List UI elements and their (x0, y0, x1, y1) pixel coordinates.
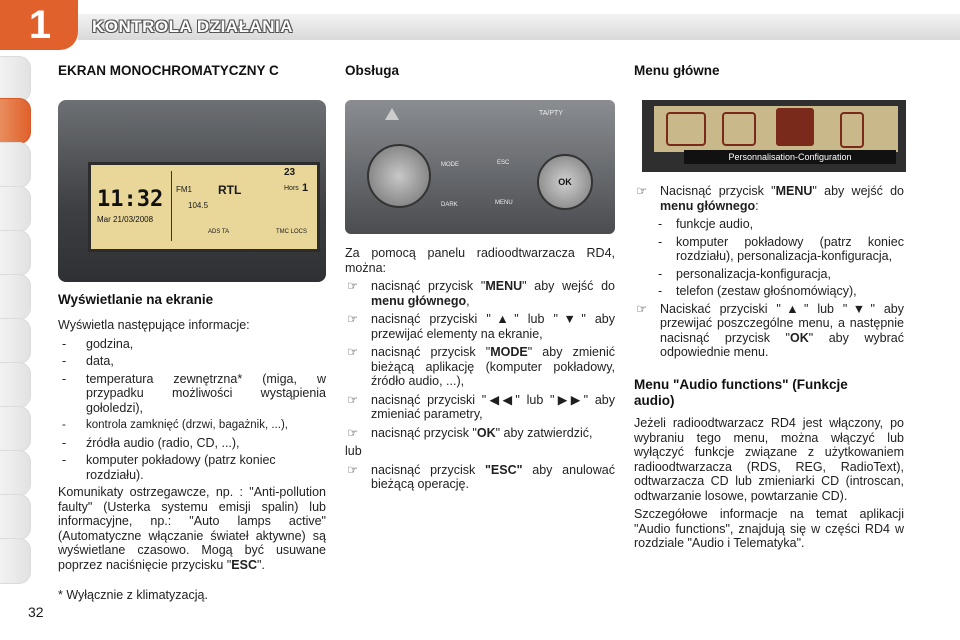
screen-info-block (58, 318, 326, 576)
side-tab-active (0, 98, 31, 144)
audio-paragraph: Jeżeli radioodtwarzacz RD4 jest włączony, po wybraniu tego menu, można włączyć lub wyłączyć funkcje związane z użytkowaniem radioodtwarzacza (RDS, REG, RadioText), odtwarzacza CD lub zmieniarki CD (introscan, odtwarzanie losowe, powtarzanie CD). (634, 416, 904, 503)
pointer-icon: ☞ (347, 392, 359, 407)
sub-list-item: - telefon (zestaw głośnomówiący), (658, 284, 857, 298)
menu-label: MENU (495, 200, 513, 206)
lcd-station: RTL (218, 183, 242, 197)
sub-list-item: - komputer pokładowy (patrz koniec rozdziału), personalizacja-konfiguracja, (658, 234, 904, 263)
hazard-icon (385, 108, 399, 120)
side-tab (0, 186, 31, 232)
lcd-frequency: 104.5 (188, 201, 209, 210)
list-item: ☞ nacisnąć przyciski "◀◀" lub "▶▶" aby zmieniać parametry, (347, 392, 616, 421)
phone-icon (840, 112, 864, 148)
side-tab (0, 406, 31, 452)
section-heading-display: EKRAN MONOCHROMATYCZNY C (58, 63, 279, 78)
arrow-up-icon: ▲ (490, 312, 515, 326)
side-tab (0, 274, 31, 320)
dark-label: DARK (441, 202, 458, 208)
lcd-audio-area (171, 167, 314, 241)
lcd-band: FM1 (176, 185, 192, 194)
lcd-ads: ADS TA (208, 229, 230, 235)
arrow-down-icon: ▼ (847, 301, 871, 316)
list-item: - data, (62, 354, 114, 368)
esc-label: ESC (497, 160, 510, 166)
footnote: * Wyłącznie z klimatyzacją. (58, 588, 208, 602)
list-item: ☞ nacisnąć przyciski "▲" lub "▼" aby przewijać elementy na ekranie, (347, 312, 616, 341)
ta-label: TA/PTY (539, 110, 563, 117)
list-item: - godzina, (62, 336, 134, 351)
section-heading-screen: Wyświetlanie na ekranie (58, 292, 214, 307)
lcd-preset: Hors (284, 185, 299, 192)
page-title: KONTROLA DZIAŁANIA (92, 17, 294, 36)
ok-label: OK (558, 177, 572, 187)
list-item: - temperatura zewnętrzna* (miga, w przypadku możliwości wystąpienia gołoledzi), (62, 371, 326, 415)
lcd-tmc: TMC LOCS (276, 229, 308, 235)
lcd-display (88, 162, 320, 252)
menu-bar: Personnalisation-Configuration (684, 150, 896, 164)
mode-label: MODE (441, 162, 459, 168)
list-item: ☞ Naciskać przyciski "▲" lub "▼" aby przewijać poszczególne menu, a następnie nacisnąć przycisk "OK" aby wybrać odpowiednie menu. (636, 301, 904, 359)
section-heading-main-menu: Menu główne (634, 63, 720, 78)
list-item: - źródła audio (radio, CD, ...), (62, 435, 240, 450)
list-item: - kontrola zamknięć (drzwi, bagażnik, ...), (62, 419, 288, 431)
control-panel-photo (345, 100, 615, 234)
chapter-number: 1 (28, 3, 52, 47)
side-tab (0, 538, 31, 584)
rewind-icon: ◀◀ (486, 392, 516, 407)
section-heading-audio: Menu "Audio functions" (Funkcje audio) (634, 377, 848, 408)
navigation-pad (537, 154, 593, 210)
list-item: ☞ nacisnąć przycisk "ESC" aby anulować bieżącą operację. (347, 462, 615, 491)
list-item: ☞ nacisnąć przycisk "MODE" aby zmienić bieżącą aplikację (komputer pokładowy, źródło audio, ...), (347, 345, 615, 388)
or-text: lub (345, 444, 362, 458)
section-heading-controls: Obsługa (345, 63, 400, 78)
side-tab (0, 450, 31, 496)
list-item: ☞ Nacisnąć przycisk "MENU" aby wejść do menu głównego: (636, 184, 905, 213)
side-tab (0, 318, 31, 364)
trip-computer-icon (722, 112, 756, 146)
pointer-icon: ☞ (636, 301, 648, 316)
side-tab (0, 362, 31, 408)
pointer-icon: ☞ (347, 312, 359, 326)
pointer-icon: ☞ (347, 462, 359, 477)
intro-text: Wyświetla następujące informacje: (58, 318, 250, 332)
sub-list-item: - funkcje audio, (658, 217, 754, 231)
page-number: 32 (28, 604, 44, 620)
pointer-icon: ☞ (347, 345, 359, 359)
lcd-time: 11:32 (97, 187, 164, 212)
settings-icon (776, 108, 814, 146)
arrow-up-icon: ▲ (780, 301, 805, 316)
main-menu-block (634, 184, 904, 364)
lcd-preset-num: 1 (302, 182, 309, 194)
forward-icon: ▶▶ (554, 392, 584, 407)
side-tab (0, 230, 31, 276)
side-tab (0, 142, 31, 188)
controls-intro: Za pomocą panelu radioodtwarzacza RD4, można: (345, 246, 615, 275)
lcd-date: Mar 21/03/2008 (97, 215, 154, 224)
pointer-icon: ☞ (636, 184, 648, 198)
audio-functions-icon (666, 112, 706, 146)
side-tab (0, 494, 31, 540)
list-item: ☞ nacisnąć przycisk "MENU" aby wejść do menu głównego, (347, 279, 616, 308)
volume-knob (367, 144, 431, 208)
list-item: - komputer pokładowy (patrz koniec rozdziału). (62, 453, 276, 482)
warning-paragraph: Komunikaty ostrzegawcze, np. : "Anti-pollution faulty" (Usterka systemu emisji spalin) lub informacyjne, np.: "Auto lamps active" (Automatyczne włączanie świateł aktywne) są wyświetlane czasowo. Mogą być usuwane poprzez naciśnięcie przycisku "ESC". (58, 485, 326, 572)
side-tab (0, 56, 31, 102)
pointer-icon: ☞ (347, 279, 359, 293)
audio-paragraph: Szczegółowe informacje na temat aplikacji "Audio functions", znajdują się w części RD4 w rozdziale "Audio i Telematyka". (634, 507, 904, 550)
menu-icons-strip (654, 106, 898, 152)
lcd-temperature: 23 (284, 167, 296, 178)
controls-block (345, 246, 615, 496)
pointer-icon: ☞ (347, 425, 359, 440)
arrow-down-icon: ▼ (557, 312, 582, 326)
list-item: ☞ nacisnąć przycisk "OK" aby zatwierdzić, (347, 425, 593, 440)
sub-list-item: - personalizacja-konfiguracja, (658, 266, 831, 281)
audio-functions-block (634, 416, 904, 555)
